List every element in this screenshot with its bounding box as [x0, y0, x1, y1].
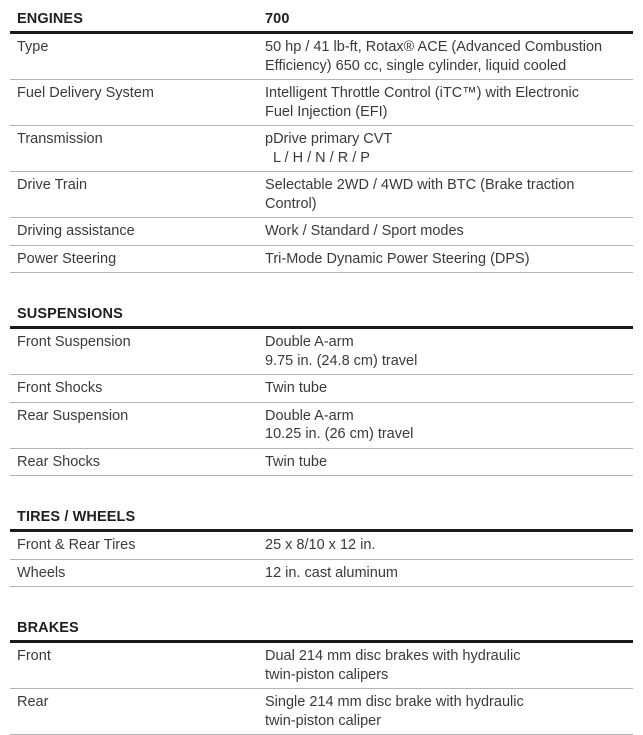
value-line: Control): [265, 195, 317, 212]
value-line: Double A-arm: [265, 334, 354, 350]
spec-value: [265, 379, 633, 398]
spec-label: Wheels: [17, 564, 66, 581]
spec-label: Front Suspension: [17, 334, 131, 350]
spec-row-front-suspension: [10, 329, 633, 375]
spec-value: [265, 222, 633, 241]
spec-row-fuel-delivery: [10, 80, 633, 126]
value-line: 12 in. cast aluminum: [265, 564, 398, 581]
value-line: Twin tube: [265, 380, 328, 396]
spec-value: [265, 84, 633, 121]
spec-row-type: [10, 34, 633, 80]
spec-value: [265, 38, 633, 75]
spec-row-power-steering: [10, 246, 633, 274]
section-spacer: [10, 587, 633, 609]
section-spacer: [10, 476, 633, 498]
spec-value: [265, 536, 633, 555]
spec-label: Power Steering: [17, 250, 117, 267]
value-line: Dual 214 mm disc brakes with hydraulic: [265, 648, 521, 664]
spec-value: [265, 176, 633, 213]
section-title: SUSPENSIONS: [17, 306, 123, 322]
value-line: L / H / N / R / P: [273, 149, 370, 166]
value-line: twin-piston caliper: [265, 712, 382, 729]
spec-value: [265, 647, 633, 684]
value-line: Tri-Mode Dynamic Power Steering (DPS): [265, 250, 530, 267]
section-spacer: [10, 273, 633, 295]
spec-label: Front & Rear Tires: [17, 537, 136, 553]
spec-row-front-shocks: [10, 375, 633, 403]
spec-label: Rear Suspension: [17, 407, 129, 424]
spec-row-front-brakes: [10, 643, 633, 689]
spec-label: Drive Train: [17, 177, 88, 193]
value-line: Twin tube: [265, 453, 328, 470]
section-title: ENGINES: [17, 11, 83, 27]
spec-value: [265, 407, 633, 444]
spec-label: Driving assistance: [17, 223, 135, 239]
value-line: Intelligent Throttle Control (iTC™) with Electronic: [265, 85, 580, 101]
spec-row-rear-suspension: [10, 403, 633, 449]
value-line: 25 x 8/10 x 12 in.: [265, 537, 376, 553]
section-header: [10, 498, 633, 532]
value-line: Single 214 mm disc brake with hydraulic: [265, 694, 524, 710]
value-line: twin-piston calipers: [265, 666, 389, 683]
spec-label: Rear Shocks: [17, 453, 101, 470]
spec-row-wheels: [10, 560, 633, 588]
value-line: pDrive primary CVT: [265, 131, 393, 147]
model-column-label: 700: [265, 11, 290, 27]
spec-value: [265, 564, 633, 583]
spec-label: Front Shocks: [17, 380, 103, 396]
value-line: Efficiency) 650 cc, single cylinder, liquid cooled: [265, 57, 567, 74]
value-line: Work / Standard / Sport modes: [265, 223, 464, 239]
spec-label: Fuel Delivery System: [17, 85, 154, 101]
spec-label: Front: [17, 648, 51, 664]
section-title: BRAKES: [17, 620, 79, 636]
value-line: 10.25 in. (26 cm) travel: [265, 426, 414, 442]
spec-row-tires: [10, 532, 633, 560]
section-brakes: [10, 609, 633, 735]
spec-label: Rear: [17, 694, 49, 710]
section-suspensions: [10, 295, 633, 476]
spec-row-rear-brakes: [10, 689, 633, 735]
section-header: [10, 295, 633, 329]
spec-row-drive-train: [10, 172, 633, 218]
spec-value: [265, 693, 633, 730]
spec-label: Transmission: [17, 131, 103, 147]
value-line: Double A-arm: [265, 407, 354, 424]
section-header: [10, 0, 633, 34]
value-line: Selectable 2WD / 4WD with BTC (Brake traction: [265, 177, 575, 193]
section-engines: [10, 0, 633, 273]
spec-row-rear-shocks: [10, 449, 633, 477]
spec-row-driving-assistance: [10, 218, 633, 246]
section-tires-wheels: [10, 498, 633, 587]
value-line: Fuel Injection (EFI): [265, 103, 388, 120]
section-header: [10, 609, 633, 643]
value-line: 50 hp / 41 lb-ft, Rotax® ACE (Advanced Combustion: [265, 39, 603, 55]
spec-value: [265, 250, 633, 269]
spec-label: Type: [17, 39, 49, 55]
value-line: 9.75 in. (24.8 cm) travel: [265, 352, 418, 369]
spec-value: [265, 453, 633, 472]
spec-row-transmission: [10, 126, 633, 172]
spec-value: [265, 130, 633, 167]
spec-value: [265, 333, 633, 370]
section-title: TIRES / WHEELS: [17, 509, 136, 525]
